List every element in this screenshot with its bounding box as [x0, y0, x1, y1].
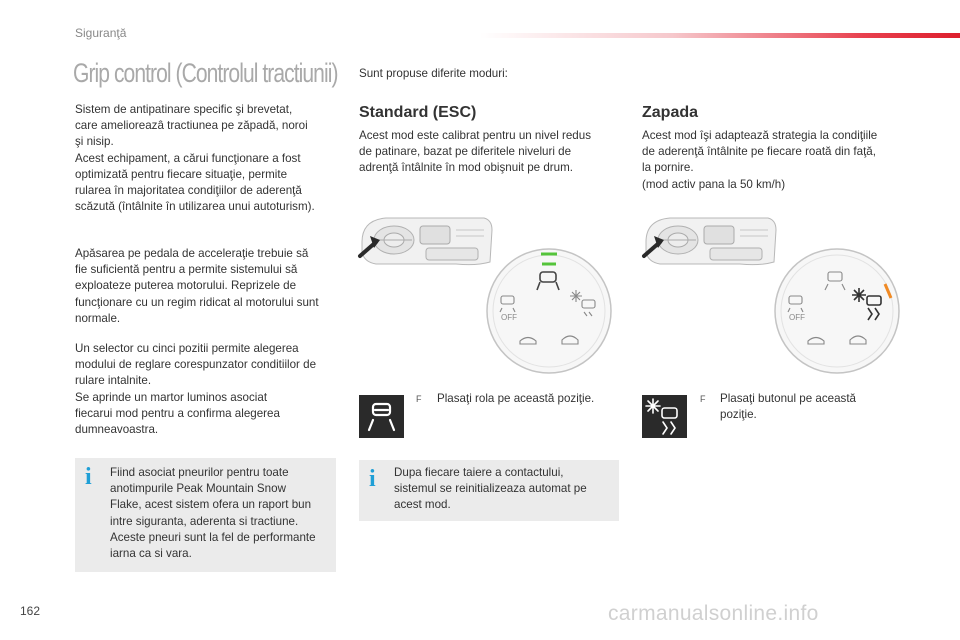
dashboard-illustration-snow — [640, 212, 780, 270]
dashboard-illustration-standard — [356, 212, 496, 270]
standard-mode-icon-box — [359, 395, 404, 438]
modes-intro: Sunt propuse diferite moduri: — [359, 67, 508, 80]
info-icon: i — [85, 464, 92, 490]
watermark: carmanualsonline.info — [608, 602, 819, 625]
intro-paragraph: Sistem de antipatinare specific şi brevetat, care amelioreazâ tractiunea pe zăpadă, noroi şi nisip. Acest echipament, a cărui funcţionare a fost optimizată pentru fiecare situaţie, permite rularea în majoritatea condiţiilor de aderenţă scăzută (întâlnite în utilizarea unui autoturism). — [75, 103, 315, 214]
reset-note-text: Dupa fiecare taiere a contactului, sistemul se reinitializeaza automat pe acest mod. — [394, 466, 587, 512]
instruction-bullet: F — [700, 394, 706, 404]
selector-dial-snow — [772, 246, 902, 376]
selector-paragraph: Un selector cu cinci pozitii permite alegerea modului de reglare corespunzator conditiilor de rulare intalnite. Se aprinde un martor luminos asociat fiecarui mod pentru a confirma alegerea dumneavoastra. — [75, 342, 317, 437]
snow-mode-icon-box — [642, 395, 687, 438]
page-number: 162 — [20, 604, 41, 618]
snow-instruction: Plasaţi butonul pe această poziţie. — [720, 392, 857, 422]
snow-description: Acest mod îşi adaptează strategia la condiţiile de aderenţă întâlnite pe fiecare roată din faţă, la pornire. (mod activ pana la 50 km/h) — [642, 129, 878, 191]
snow-mode-icon — [642, 395, 687, 438]
snow-heading: Zapada — [642, 104, 699, 121]
section-label: Siguranţă — [75, 26, 127, 40]
tyres-note-box — [75, 458, 336, 572]
info-icon: i — [369, 466, 376, 492]
accelerator-paragraph: Apăsarea pe pedala de acceleraţie trebuie să fie suficientă pentru a permite sistemului să exploateze puterea motorului. Reprizele de funcţionare cu un regim ridicat al motorului sunt normale. — [75, 247, 319, 325]
standard-heading: Standard (ESC) — [359, 104, 477, 121]
standard-instruction: Plasaţi rola pe această poziţie. — [437, 392, 595, 405]
instruction-bullet: F — [416, 394, 422, 404]
reset-note-box — [359, 460, 619, 521]
standard-mode-icon — [359, 395, 404, 438]
header-bar — [480, 33, 960, 38]
selector-dial-standard — [484, 246, 614, 376]
tyres-note-text: Fiind asociat pneurilor pentru toate anotimpurile Peak Mountain Snow Flake, acest sistem ofera un raport bun intre siguranta, aderenta si tractiune. Aceste pneuri sunt la fel de performante iarna ca si vara. — [110, 466, 316, 561]
standard-description: Acest mod este calibrat pentru un nivel redus de patinare, bazat pe diferitele niveluri de adrenţă întâlnite în mod obişnuit pe drum. — [359, 129, 591, 175]
page-title: Grip control (Controlul tractiunii) — [73, 58, 338, 88]
dial-off-label: OFF — [789, 313, 805, 322]
dial-off-label: OFF — [501, 313, 517, 322]
